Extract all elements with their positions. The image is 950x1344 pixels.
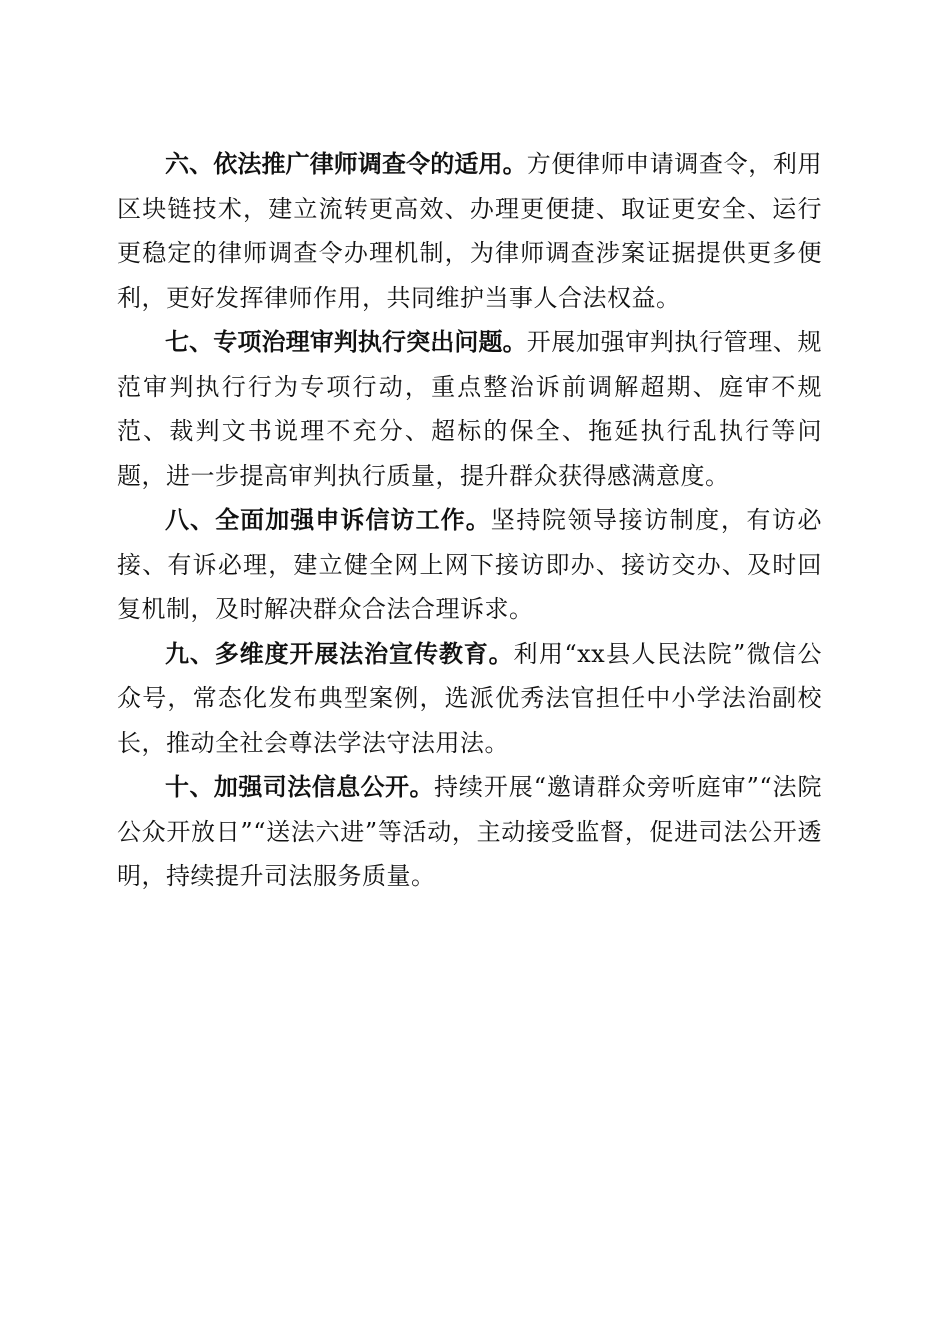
paragraph-heading: 十、加强司法信息公开。 xyxy=(165,773,434,801)
paragraph-9 xyxy=(117,632,822,766)
paragraph-heading: 八、全面加强申诉信访工作。 xyxy=(165,506,491,534)
paragraph-heading: 七、专项治理审判执行突出问题。 xyxy=(165,328,527,356)
paragraph-text: 利用“xx县人民法院”微信公众号，常态化发布典型案例，选派优秀法官担任中小学法治副校长，推动全社会尊法学法守法用法。 xyxy=(117,639,823,757)
paragraph-heading: 六、依法推广律师调查令的适用。 xyxy=(165,150,527,178)
paragraph-text: 方便律师申请调查令，利用区块链技术，建立流转更高效、办理更便捷、取证更安全、运行更稳定的律师调查令办理机制，为律师调查涉案证据提供更多便利，更好发挥律师作用，共同维护当事人合法权益。 xyxy=(117,150,823,312)
paragraph-text: 持续开展“邀请群众旁听庭审”“法院公众开放日”“送法六进”等活动，主动接受监督，促进司法公开透明，持续提升司法服务质量。 xyxy=(117,773,823,890)
paragraph-heading: 九、多维度开展法治宣传教育。 xyxy=(165,639,514,668)
document-body xyxy=(117,142,822,899)
paragraph-10 xyxy=(117,765,822,899)
paragraph-text: 坚持院领导接访制度，有访必接、有诉必理，建立健全网上网下接访即办、接访交办、及时回复机制，及时解决群众合法合理诉求。 xyxy=(117,506,823,623)
paragraph-6 xyxy=(117,142,822,320)
paragraph-text: 开展加强审判执行管理、规范审判执行行为专项行动，重点整治诉前调解超期、庭审不规范、裁判文书说理不充分、超标的保全、拖延执行乱执行等问题，进一步提高审判执行质量，提升群众获得感满意度。 xyxy=(117,328,823,490)
paragraph-7 xyxy=(117,320,822,498)
paragraph-8 xyxy=(117,498,822,632)
